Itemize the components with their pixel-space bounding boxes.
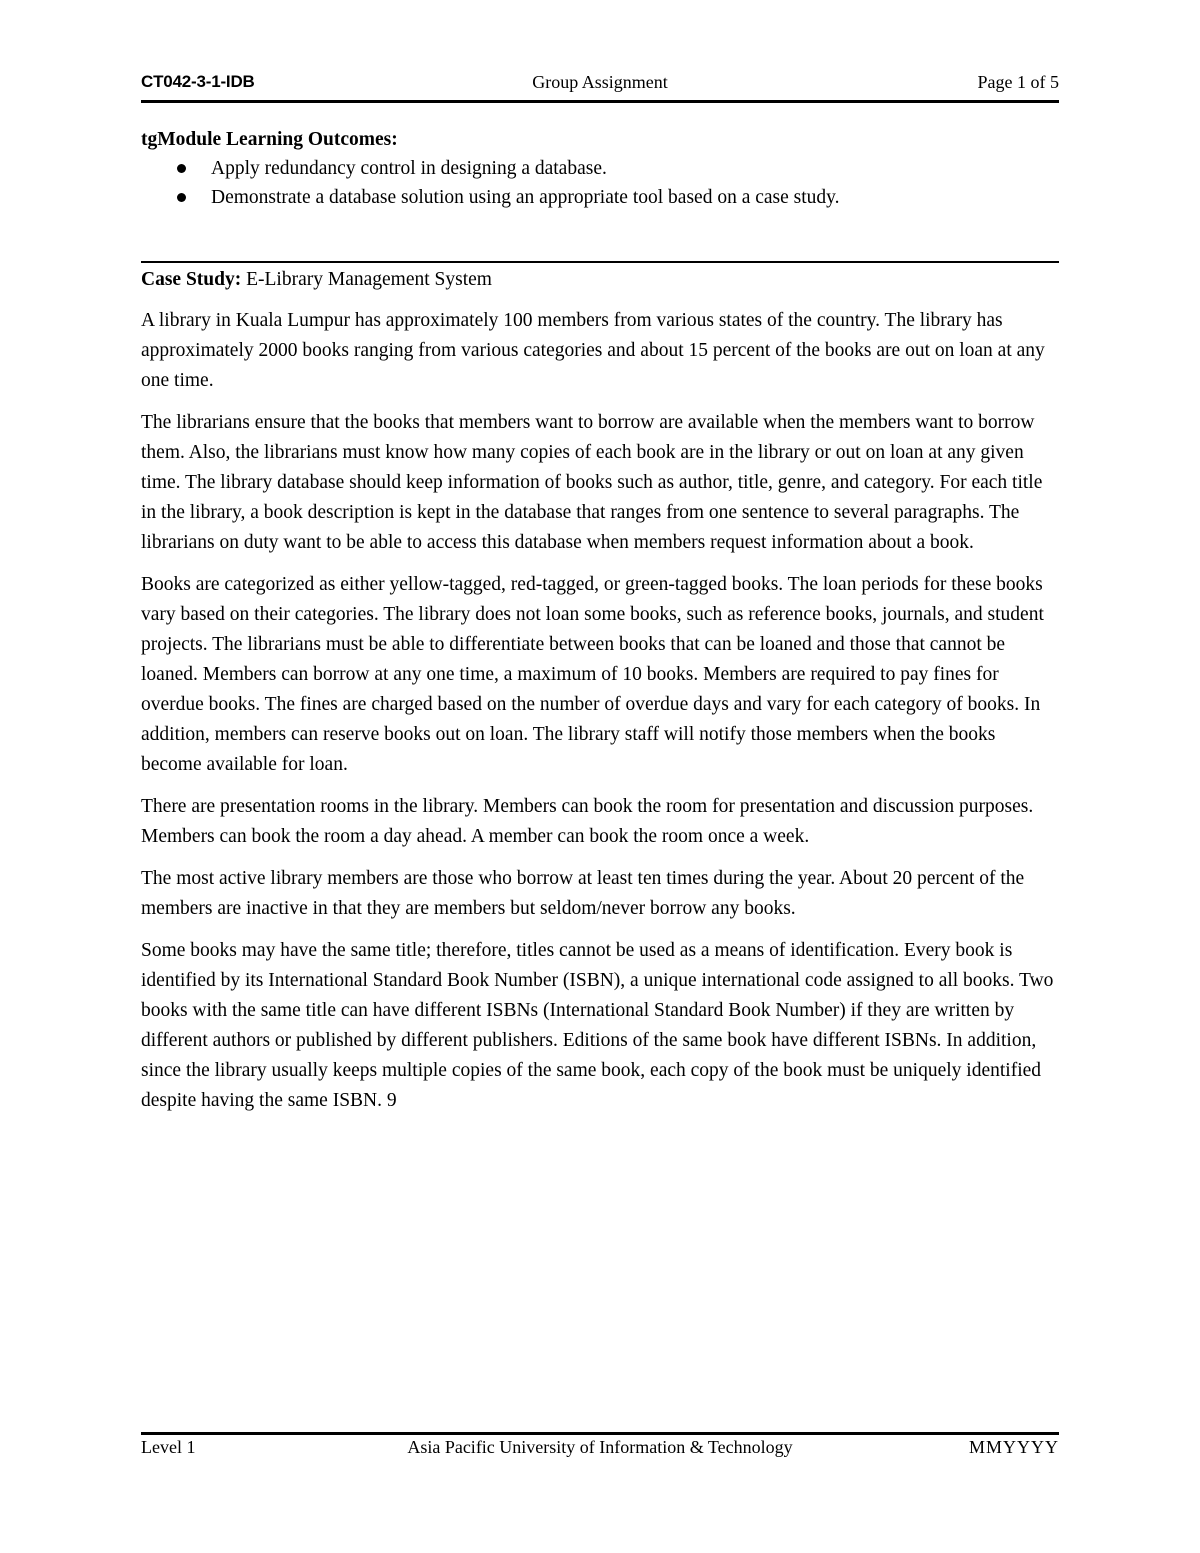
outcome-item [141, 154, 1059, 183]
footer-divider [141, 1432, 1059, 1435]
outcomes-list [141, 154, 1059, 212]
outcome-text: Apply redundancy control in designing a database. [211, 158, 607, 179]
assignment-title: Group Assignment [532, 72, 668, 92]
header-divider [141, 100, 1059, 103]
case-paragraph: There are presentation rooms in the library. Members can book the room for presentation and discussion purposes. Members can book the room a day ahead. A member can book the room once a week. [141, 796, 1034, 847]
bullet-icon [177, 193, 186, 202]
case-paragraph: The librarians ensure that the books that members want to borrow are available when the members want to borrow them. Also, the librarians must know how many copies of each book are in the library or out on loan at any given time. The library database should keep information of books such as author, title, genre, and category. For each title in the library, a book description is kept in the database that ranges from one sentence to several paragraphs. The librarians on duty want to be able to access this database when members request information about a book. [141, 412, 1043, 553]
page-footer [141, 1437, 1059, 1463]
page-header [141, 72, 1059, 100]
case-paragraph: Some books may have the same title; therefore, titles cannot be used as a means of identification. Every book is identified by its International Standard Book Number (ISBN), a unique international code assigned to all books. Two books with the same title can have different ISBNs (International Standard Book Number) if they are written by different authors or published by different publishers. Editions of the same book have different ISBNs. In addition, since the library usually keeps multiple copies of the same book, each copy of the book must be uniquely identified despite having the same ISBN. 9 [141, 940, 1054, 1111]
page-number: Page 1 of 5 [977, 72, 1059, 92]
case-study [141, 265, 1059, 1116]
case-study-heading [141, 265, 1059, 294]
case-paragraph: A library in Kuala Lumpur has approximately 100 members from various states of the country. The library has approximately 2000 books ranging from various categories and about 15 percent of the books are out on loan at any one time. [141, 310, 1045, 391]
footer-institution: Asia Pacific University of Information & Technology [407, 1437, 793, 1457]
case-paragraph: Books are categorized as either yellow-tagged, red-tagged, or green-tagged books. The loan periods for these books vary based on their categories. The library does not loan some books, such as reference books, journals, and student projects. The librarians must be able to differentiate between books that can be loaned and those that cannot be loaned. Members can borrow at any one time, a maximum of 10 books. Members are required to pay fines for overdue books. The fines are charged based on the number of overdue days and vary for each category of books. In addition, members can reserve books out on loan. The library staff will notify those members when the books become available for loan. [141, 574, 1044, 775]
case-divider [141, 261, 1059, 263]
outcomes-title: tgModule Learning Outcomes: [141, 129, 398, 150]
bullet-icon [177, 164, 186, 173]
learning-outcomes [141, 126, 1059, 212]
outcome-text: Demonstrate a database solution using an appropriate tool based on a case study. [211, 187, 840, 208]
footer-level: Level 1 [141, 1437, 196, 1457]
outcome-item [141, 183, 1059, 212]
case-study-label: Case Study: [141, 269, 242, 290]
footer-date: MMYYYY [968, 1437, 1059, 1457]
case-paragraph: The most active library members are those who borrow at least ten times during the year. About 20 percent of the members are inactive in that they are members but seldom/never borrow any books. [141, 868, 1025, 919]
module-code: CT042-3-1-IDB [141, 72, 255, 91]
case-study-name: E-Library Management System [241, 269, 492, 290]
